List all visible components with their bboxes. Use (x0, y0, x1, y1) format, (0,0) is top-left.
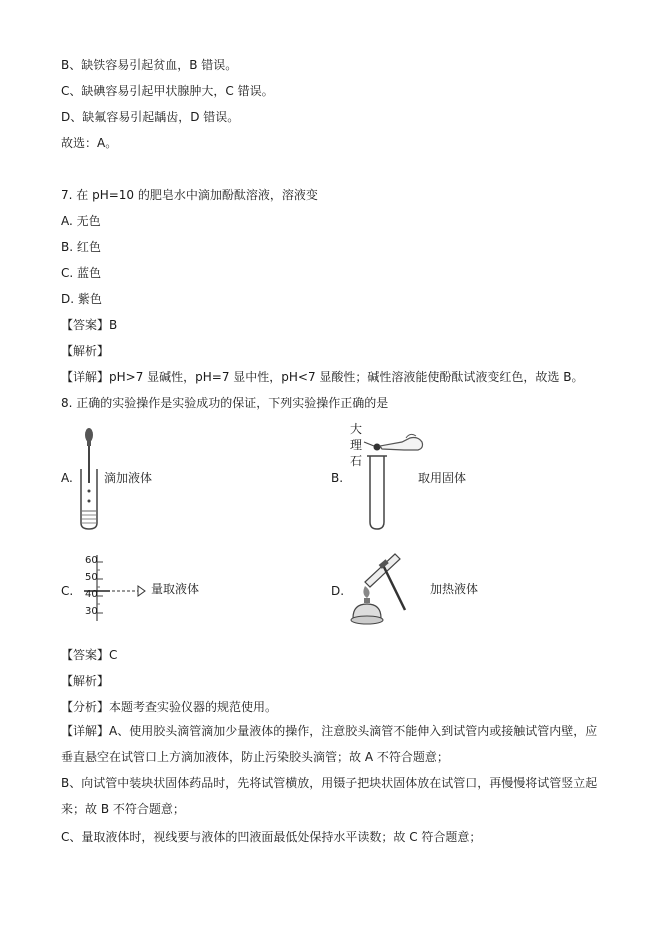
q7-option-a: A. 无色 (61, 214, 101, 228)
q8-analysis: 【分析】本题考查实验仪器的规范使用。 (61, 700, 278, 714)
marble-label-char-3: 石 (350, 454, 363, 468)
cylinder-tick-60: 60 (85, 555, 98, 566)
prev-option-c: C、缺碘容易引起甲状腺肿大，C 错误。 (61, 84, 274, 98)
q8-detail-b: B、向试管中装块状固体药品时，先将试管横放，用镊子把块状固体放在试管口，再慢慢将试管竖立起来；故 B 不符合题意； (61, 776, 598, 816)
figure-c-caption: 量取液体 (151, 582, 200, 596)
cylinder-tick-40: 40 (85, 589, 98, 600)
figure-d-caption: 加热液体 (430, 582, 479, 596)
prev-option-d: D、缺氟容易引起龋齿，D 错误。 (61, 110, 240, 124)
q7-option-c: C. 蓝色 (61, 266, 102, 280)
figure-b-caption: 取用固体 (418, 471, 467, 485)
marble-label-char-1: 大 (350, 422, 363, 436)
figure-a-caption: 滴加液体 (104, 471, 153, 485)
q7-answer: 【答案】B (61, 318, 118, 332)
q7-detail: 【详解】pH>7 显碱性，pH=7 显中性，pH<7 显酸性；碱性溶液能使酚酞试液变红色，故选 B。 (61, 370, 584, 384)
q8-detail-c: C、量取液体时，视线要与液体的凹液面最低处保持水平读数；故 C 符合题意； (61, 830, 482, 844)
cylinder-tick-50: 50 (85, 572, 98, 583)
q7-option-d: D. 紫色 (61, 292, 102, 306)
cylinder-tick-30: 30 (85, 606, 98, 617)
figure-c-letter: C. (61, 584, 74, 598)
prev-option-b: B、缺铁容易引起贫血，B 错误。 (61, 58, 238, 72)
prev-choice: 故选：A。 (61, 136, 118, 150)
q7-analysis-title: 【解析】 (61, 344, 110, 358)
figure-d-letter: D. (331, 584, 345, 598)
q7-stem: 7. 在 pH=10 的肥皂水中滴加酚酞溶液，溶液变 (61, 188, 318, 202)
q8-stem: 8. 正确的实验操作是实验成功的保证，下列实验操作正确的是 (61, 396, 389, 410)
alcohol-lamp-heating-illustration (343, 548, 415, 630)
marble-label-char-2: 理 (350, 438, 363, 452)
figure-a-letter: A. (61, 471, 73, 485)
q7-option-b: B. 红色 (61, 240, 101, 254)
q8-answer: 【答案】C (61, 648, 118, 662)
figure-b-letter: B. (331, 471, 344, 485)
q8-detail-a: 【详解】A、使用胶头滴管滴加少量液体的操作，注意胶头滴管不能伸入到试管内或接触试管内壁，应垂直悬空在试管口上方滴加液体，防止污染胶头滴管；故 A 不符合题意； (61, 724, 598, 764)
q8-analysis-title: 【解析】 (61, 674, 110, 688)
